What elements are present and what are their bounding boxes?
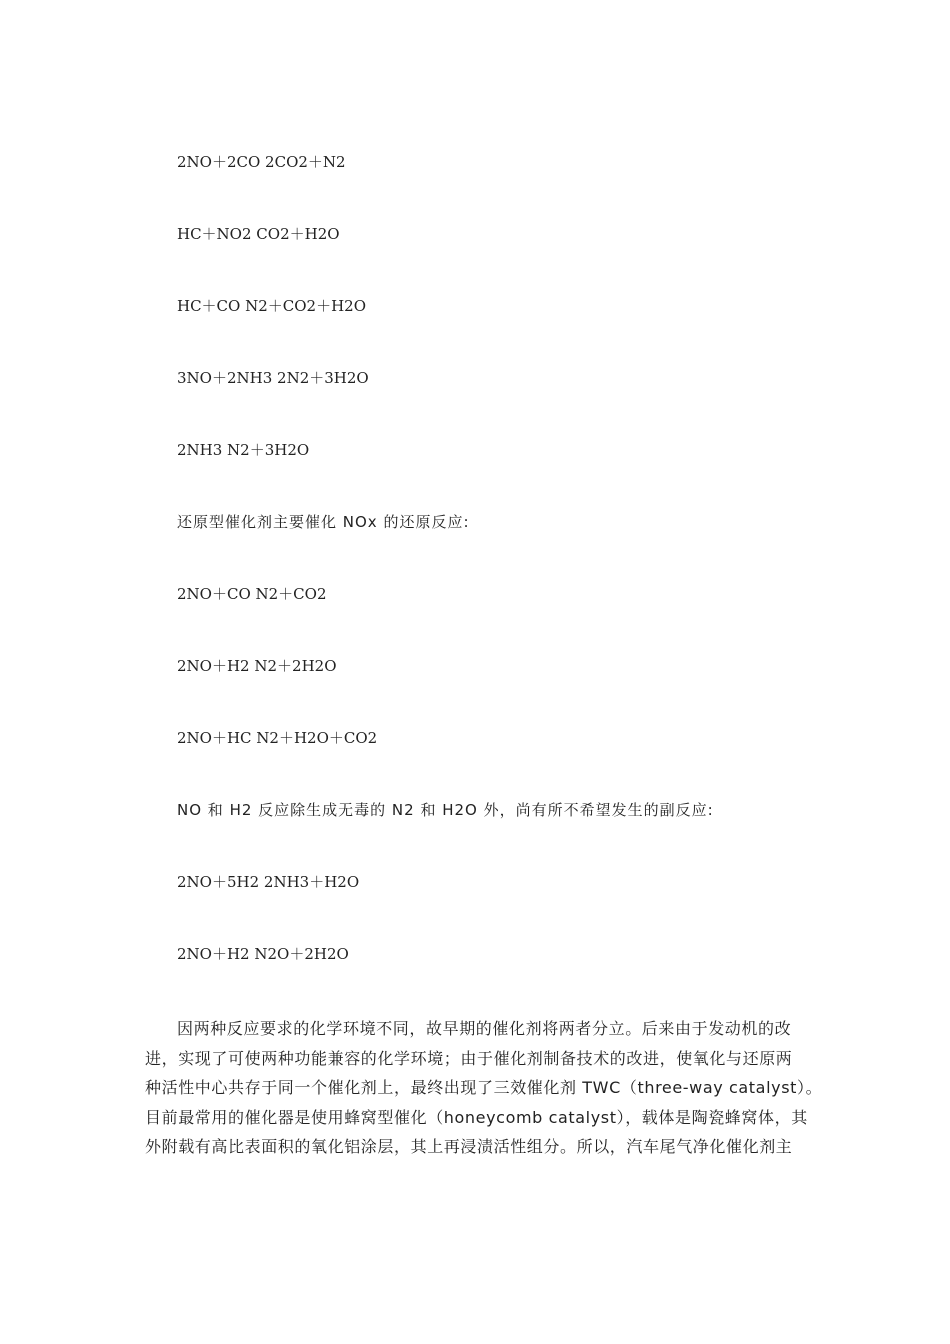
body-paragraph bbox=[145, 1014, 823, 1162]
paragraph-line: 进，实现了可使两种功能兼容的化学环境；由于催化剂制备技术的改进，使氧化与还原两 bbox=[145, 1048, 793, 1068]
equation-line: 2NO＋H2 N2＋2H2O bbox=[177, 657, 337, 675]
paragraph-line: 外附载有高比表面积的氧化铝涂层，其上再浸渍活性组分。所以，汽车尾气净化催化剂主 bbox=[145, 1137, 793, 1157]
equation-line: 2NH3 N2＋3H2O bbox=[177, 441, 310, 459]
equation-line: 2NO＋5H2 2NH3＋H2O bbox=[177, 873, 360, 891]
section-text: NO 和 H2 反应除生成无毒的 N2 和 H2O 外，尚有所不希望发生的副反应: bbox=[177, 801, 714, 819]
equation-line: 2NO＋HC N2＋H2O＋CO2 bbox=[177, 729, 378, 747]
equation-line: 2NO＋H2 N2O＋2H2O bbox=[177, 945, 349, 963]
section-text: 还原型催化剂主要催化 NOx 的还原反应: bbox=[177, 513, 470, 531]
equation-line: 2NO＋2CO 2CO2＋N2 bbox=[177, 153, 346, 171]
paragraph-line: 目前最常用的催化器是使用蜂窝型催化（honeycomb catalyst），载体是陶瓷蜂窝体，其 bbox=[145, 1107, 808, 1127]
paragraph-line: 因两种反应要求的化学环境不同，故早期的催化剂将两者分立。后来由于发动机的改 bbox=[177, 1019, 792, 1038]
equation-line: HC＋CO N2＋CO2＋H2O bbox=[177, 297, 367, 315]
equation-line: 2NO＋CO N2＋CO2 bbox=[177, 585, 327, 603]
equation-line: HC＋NO2 CO2＋H2O bbox=[177, 225, 340, 243]
equation-line: 3NO＋2NH3 2N2＋3H2O bbox=[177, 369, 369, 387]
paragraph-line: 种活性中心共存于同一个催化剂上，最终出现了三效催化剂 TWC（three-way catalyst）。 bbox=[145, 1078, 823, 1098]
